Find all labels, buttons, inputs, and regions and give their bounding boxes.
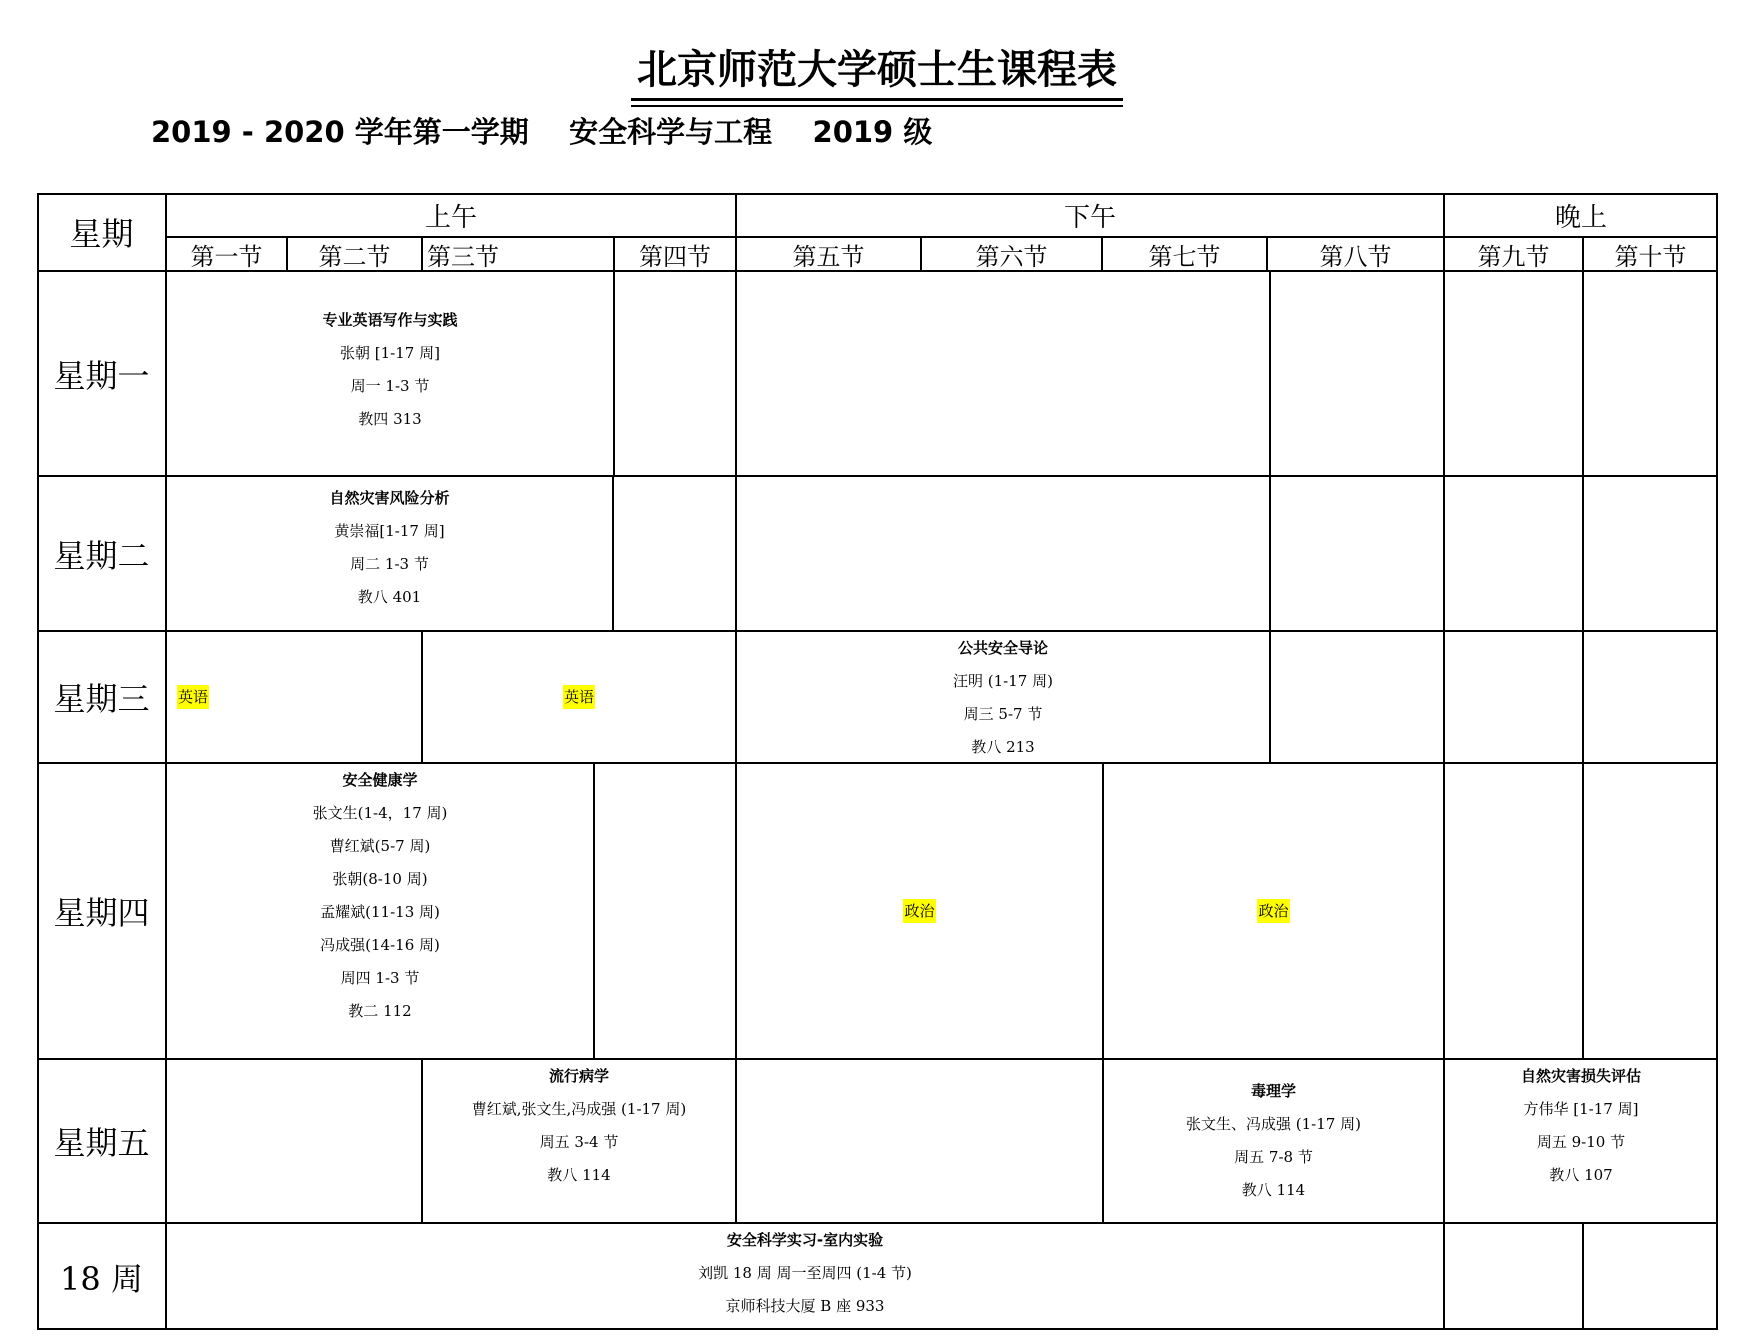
- course-name: 毒理学: [1250, 1082, 1296, 1100]
- slot-header-7: [1102, 237, 1267, 271]
- course-time: 周三 5-7 节: [963, 705, 1043, 723]
- period-label: 下午: [1063, 202, 1116, 233]
- period-label: 上午: [424, 202, 477, 233]
- course-name: 自然灾害风险分析: [329, 488, 450, 507]
- empty-cell: [1270, 476, 1444, 631]
- day-label-monday: [37, 271, 166, 476]
- day-text: 星期三: [53, 680, 150, 718]
- slot-header-1: [166, 237, 287, 271]
- slot-label: 第三节: [427, 242, 499, 271]
- course-room: 教八 107: [1549, 1166, 1613, 1184]
- course-teacher: 方伟华 [1-17 周]: [1523, 1100, 1639, 1118]
- course-teacher: 冯成强(14-16 周): [320, 936, 440, 954]
- slot-header-5: [736, 237, 921, 271]
- course-teacher: 张朝(8-10 周): [332, 870, 428, 888]
- course-room: 教八 213: [971, 738, 1035, 756]
- empty-cell: [1583, 271, 1718, 476]
- slot-label: 第二节: [318, 242, 391, 271]
- course-cell-tue-disaster-risk[interactable]: [166, 476, 613, 631]
- course-cell-thu-safety-health[interactable]: [166, 763, 594, 1059]
- slot-header-6: [921, 237, 1102, 271]
- empty-cell: [1583, 1223, 1718, 1330]
- course-teacher: 曹红斌,张文生,冯成强 (1-17 周): [471, 1100, 687, 1118]
- empty-cell: [594, 763, 736, 1059]
- empty-cell: [1583, 631, 1718, 763]
- slot-header-8: [1267, 237, 1444, 271]
- weekday-header: [37, 193, 166, 271]
- course-teacher: 孟耀斌(11-13 周): [320, 903, 440, 921]
- course-name-highlighted: 英语: [563, 685, 595, 709]
- empty-cell: [1583, 763, 1718, 1059]
- course-time: 周一 1-3 节: [350, 376, 430, 395]
- slot-label: 第四节: [639, 242, 711, 271]
- course-room: 京师科技大厦 B 座 933: [725, 1297, 885, 1315]
- slot-header-3: [422, 237, 614, 271]
- course-name: 安全健康学: [342, 771, 418, 789]
- course-time: 周四 1-3 节: [340, 969, 420, 987]
- period-label: 晚上: [1554, 202, 1607, 233]
- empty-cell: [1583, 476, 1718, 631]
- course-name-highlighted: 英语: [177, 685, 209, 709]
- empty-cell: [1444, 631, 1583, 763]
- day-label-wednesday: [37, 631, 166, 763]
- period-header-morning: [166, 193, 736, 237]
- course-time: 周二 1-3 节: [350, 554, 429, 573]
- page-title-text: 北京师范大学硕士生课程表: [631, 44, 1123, 101]
- day-text: 星期二: [53, 536, 150, 575]
- course-cell-fri-epidemiology[interactable]: [422, 1059, 736, 1223]
- course-room: 教八 114: [1241, 1181, 1306, 1199]
- course-teacher: 张朝 [1-17 周]: [340, 343, 440, 362]
- day-text: 星期一: [53, 356, 150, 395]
- day-text: 星期五: [53, 1124, 150, 1162]
- empty-cell: [1444, 1223, 1583, 1330]
- course-time: 周五 9-10 节: [1536, 1133, 1626, 1151]
- empty-cell: [1444, 271, 1583, 476]
- slot-header-9: [1444, 237, 1583, 271]
- course-time: 周五 3-4 节: [539, 1133, 619, 1151]
- period-header-evening: [1444, 193, 1718, 237]
- slot-header-4: [614, 237, 736, 271]
- slot-label: 第九节: [1477, 242, 1550, 271]
- day-text: 星期四: [53, 894, 150, 932]
- course-name: 公共安全导论: [957, 639, 1048, 657]
- course-cell-mon-english-writing[interactable]: [166, 271, 614, 476]
- slot-label: 第七节: [1148, 242, 1221, 271]
- course-teacher: 张文生(1-4，17 周): [312, 804, 448, 822]
- empty-cell: [1444, 476, 1583, 631]
- slot-header-2: [287, 237, 422, 271]
- course-name: 流行病学: [548, 1067, 609, 1085]
- course-teacher-time: 刘凯 18 周 周一至周四 (1-4 节): [698, 1264, 912, 1282]
- day-label-tuesday: [37, 476, 166, 631]
- day-label-friday: [37, 1059, 166, 1223]
- empty-cell: [614, 271, 736, 476]
- course-cell-wed-english-2[interactable]: [422, 631, 736, 763]
- course-name: 专业英语写作与实践: [322, 310, 458, 329]
- day-label-thursday: [37, 763, 166, 1059]
- slot-label: 第十节: [1614, 242, 1687, 271]
- period-header-afternoon: [736, 193, 1444, 237]
- course-room: 教八 114: [547, 1166, 611, 1184]
- course-teacher: 曹红斌(5-7 周): [329, 837, 431, 855]
- slot-label: 第六节: [975, 242, 1048, 271]
- day-label-week18: [37, 1223, 166, 1330]
- course-cell-thu-politics-1[interactable]: [736, 763, 1103, 1059]
- course-cell-wed-english-1[interactable]: [166, 631, 422, 763]
- weekday-header-label: 星期: [69, 215, 134, 253]
- page-title: [0, 44, 1754, 101]
- course-cell-fri-toxicology[interactable]: [1103, 1059, 1444, 1223]
- slot-label: 第一节: [190, 242, 263, 271]
- empty-cell: [166, 1059, 422, 1223]
- course-name: 安全科学实习-室内实验: [726, 1231, 884, 1249]
- empty-cell: [613, 476, 736, 631]
- course-teacher: 张文生、冯成强 (1-17 周): [1186, 1115, 1361, 1133]
- course-cell-week18-practice[interactable]: [166, 1223, 1444, 1330]
- course-teacher: 汪明 (1-17 周): [953, 672, 1053, 690]
- course-name: 自然灾害损失评估: [1520, 1067, 1641, 1085]
- course-name-highlighted: 政治: [903, 899, 935, 923]
- course-room: 教二 112: [348, 1002, 412, 1020]
- empty-cell: [1270, 631, 1444, 763]
- course-time: 周五 7-8 节: [1234, 1148, 1313, 1166]
- empty-cell: [736, 476, 1270, 631]
- course-cell-thu-politics-2[interactable]: [1103, 763, 1444, 1059]
- course-teacher: 黄崇福[1-17 周]: [334, 521, 445, 540]
- course-cell-fri-disaster-loss[interactable]: [1444, 1059, 1718, 1223]
- course-name-highlighted: 政治: [1257, 899, 1289, 923]
- empty-cell: [736, 1059, 1103, 1223]
- empty-cell: [1270, 271, 1444, 476]
- course-room: 教四 313: [358, 409, 422, 428]
- course-cell-wed-public-safety[interactable]: [736, 631, 1270, 763]
- page-subtitle: 2019 - 2020 学年第一学期 安全科学与工程 2019 级: [151, 115, 933, 149]
- empty-cell: [736, 271, 1270, 476]
- course-room: 教八 401: [357, 587, 422, 606]
- slot-label: 第八节: [1319, 242, 1392, 271]
- slot-label: 第五节: [792, 242, 865, 271]
- empty-cell: [1444, 763, 1583, 1059]
- day-text: 18 周: [60, 1259, 143, 1298]
- slot-header-10: [1583, 237, 1718, 271]
